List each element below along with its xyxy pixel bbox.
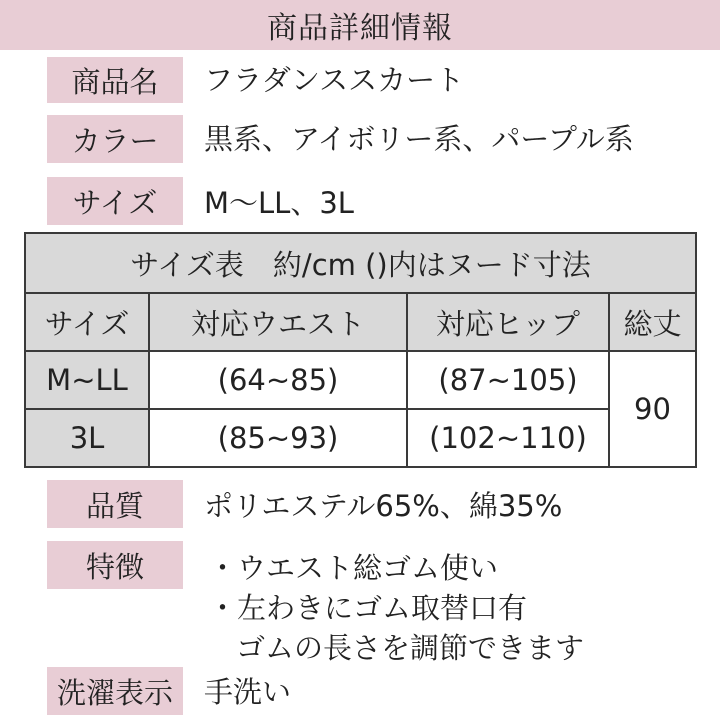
feature-line-3: ゴムの長さを調節できます bbox=[236, 631, 585, 665]
color-value: 黒系、アイボリー系、パープル系 bbox=[204, 122, 634, 156]
size-table bbox=[24, 232, 697, 468]
color-label: カラー bbox=[47, 115, 183, 163]
row-waist: (64~85) bbox=[149, 351, 407, 409]
row-hip: (102~110) bbox=[407, 409, 609, 467]
product-name-label: 商品名 bbox=[47, 57, 183, 103]
col-header-length: 総丈 bbox=[609, 293, 696, 351]
material-label: 品質 bbox=[47, 480, 183, 528]
size-label: サイズ bbox=[47, 177, 183, 225]
product-name-value: フラダンススカート bbox=[204, 63, 465, 97]
page-title: 商品詳細情報 bbox=[267, 11, 453, 46]
feature-line-2: ・左わきにゴム取替口有 bbox=[208, 591, 528, 625]
size-table-caption: サイズ表 約/cm ()内はヌード寸法 bbox=[25, 233, 696, 293]
feature-label: 特徴 bbox=[47, 541, 183, 589]
wash-label: 洗濯表示 bbox=[47, 667, 183, 715]
col-header-size: サイズ bbox=[25, 293, 149, 351]
table-row bbox=[25, 351, 696, 409]
col-header-hip: 対応ヒップ bbox=[407, 293, 609, 351]
feature-list bbox=[208, 548, 584, 668]
material-value: ポリエステル65%、綿35% bbox=[204, 489, 563, 523]
row-hip: (87~105) bbox=[407, 351, 609, 409]
row-size: 3L bbox=[25, 409, 149, 467]
row-waist: (85~93) bbox=[149, 409, 407, 467]
table-row bbox=[25, 409, 696, 467]
wash-value: 手洗い bbox=[204, 675, 292, 709]
col-header-waist: 対応ウエスト bbox=[149, 293, 407, 351]
total-length: 90 bbox=[609, 351, 696, 467]
feature-line-1: ・ウエスト総ゴム使い bbox=[208, 551, 499, 585]
page-header bbox=[0, 0, 720, 50]
size-value: M〜LL、3L bbox=[204, 186, 354, 220]
row-size: M~LL bbox=[25, 351, 149, 409]
